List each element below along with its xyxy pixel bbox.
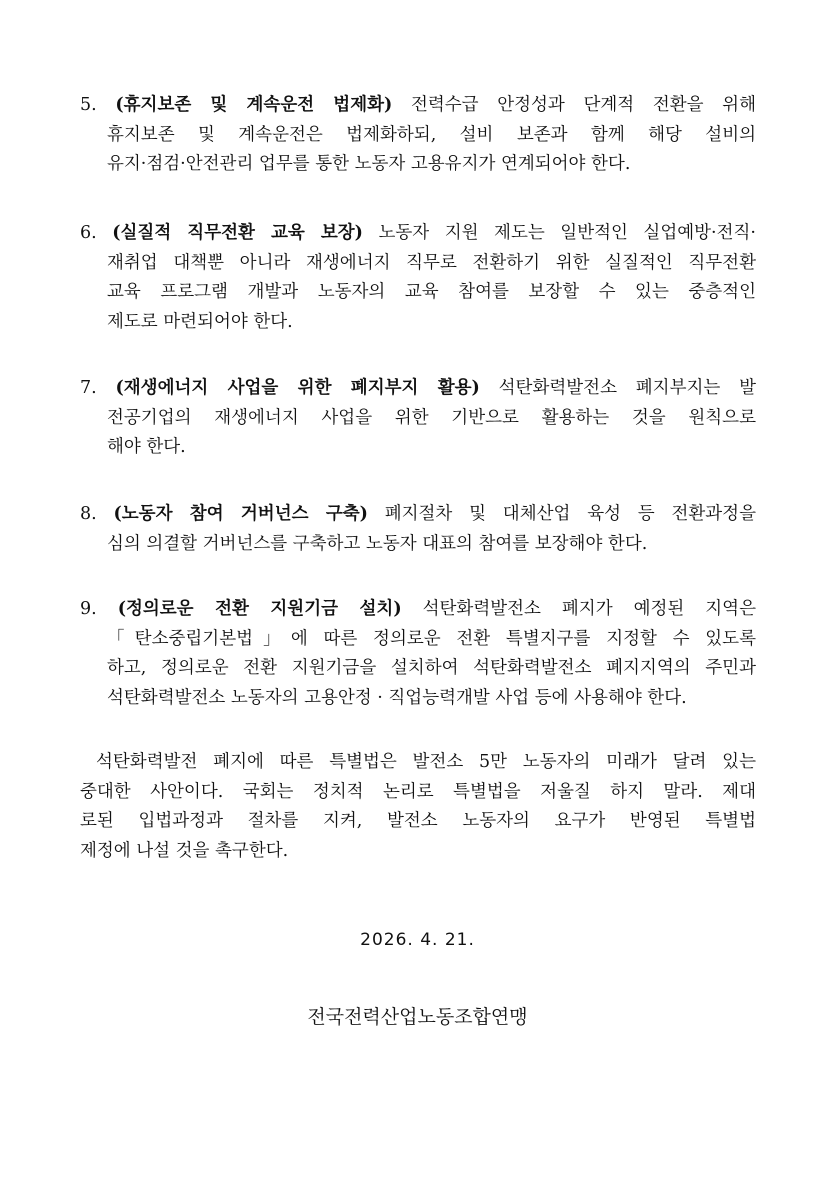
item-line: 유지·점검·안전관리 업무를 통한 노동자 고용유지가 연계되어야 한다.: [107, 154, 631, 174]
closing-line: 제정에 나설 것을 촉구한다.: [80, 840, 289, 861]
item-title: (휴지보존 및 계속운전 법제화): [115, 95, 393, 115]
item-line: 전공기업의 재생에너지 사업을 위한 기반으로 활용하는 것을 원칙으로: [107, 407, 756, 428]
item-title: (노동자 참여 거버넌스 구축): [113, 504, 368, 524]
item-text: 노동자 지원 제도는 일반적인 실업예방·전직·: [362, 223, 756, 243]
closing-line: 로된 입법과정과 절차를 지켜, 발전소 노동자의 요구가 반영된 특별법: [80, 811, 756, 831]
item-line: 휴지보존 및 계속운전은 법제화하되, 설비 보존과 함께 해당 설비의: [107, 124, 756, 145]
item-8: [80, 500, 756, 559]
item-number: 6.: [80, 223, 97, 243]
item-text: 폐지절차 및 대체산업 육성 등 전환과정을: [367, 504, 756, 524]
item-first-line: [80, 91, 756, 121]
item-6: [80, 219, 756, 337]
document-date: 2026. 4. 21.: [360, 930, 475, 950]
item-number: 9.: [80, 599, 97, 619]
item-line: 재취업 대책뿐 아니라 재생에너지 직무로 전환하기 위한 실질적인 직무전환: [107, 252, 756, 273]
item-number: 5.: [80, 95, 97, 115]
item-text: 석탄화력발전소 폐지부지는 발: [479, 378, 756, 398]
item-5: [80, 91, 756, 180]
item-title: (재생에너지 사업을 위한 폐지부지 활용): [115, 378, 480, 398]
closing-paragraph: [80, 748, 756, 866]
item-9: [80, 595, 756, 713]
item-number: 7.: [80, 378, 97, 398]
item-line: 하고, 정의로운 전환 지원기금을 설치하여 석탄화력발전소 폐지지역의 주민과: [107, 658, 756, 678]
closing-line: 중대한 사안이다. 국회는 정치적 논리로 특별법을 저울질 하지 말라. 제대: [80, 781, 756, 802]
item-line: 「탄소중립기본법」에 따른 정의로운 전환 특별지구를 지정할 수 있도록: [107, 628, 756, 649]
organization-name: 전국전력산업노동조합연맹: [307, 1006, 528, 1028]
item-title: (정의로운 전환 지원기금 설치): [117, 599, 402, 619]
item-number: 8.: [80, 504, 97, 524]
item-text: 석탄화력발전소 폐지가 예정된 지역은: [401, 599, 756, 619]
item-line: 교육 프로그램 개발과 노동자의 교육 참여를 보장할 수 있는 중층적인: [107, 282, 756, 302]
closing-line: 석탄화력발전 폐지에 따른 특별법은 발전소 5만 노동자의 미래가 달려 있는: [96, 752, 756, 772]
item-7: [80, 374, 756, 463]
item-line: 심의 의결할 거버넌스를 구축하고 노동자 대표의 참여를 보장해야 한다.: [107, 533, 648, 554]
item-line: 석탄화력발전소 노동자의 고용안정 · 직업능력개발 사업 등에 사용해야 한다.: [107, 687, 687, 708]
item-line: 해야 한다.: [107, 437, 186, 457]
item-text: 전력수급 안정성과 단계적 전환을 위해: [392, 95, 756, 115]
item-line: 제도로 마련되어야 한다.: [107, 311, 293, 332]
item-title: (실질적 직무전환 교육 보장): [112, 223, 363, 243]
